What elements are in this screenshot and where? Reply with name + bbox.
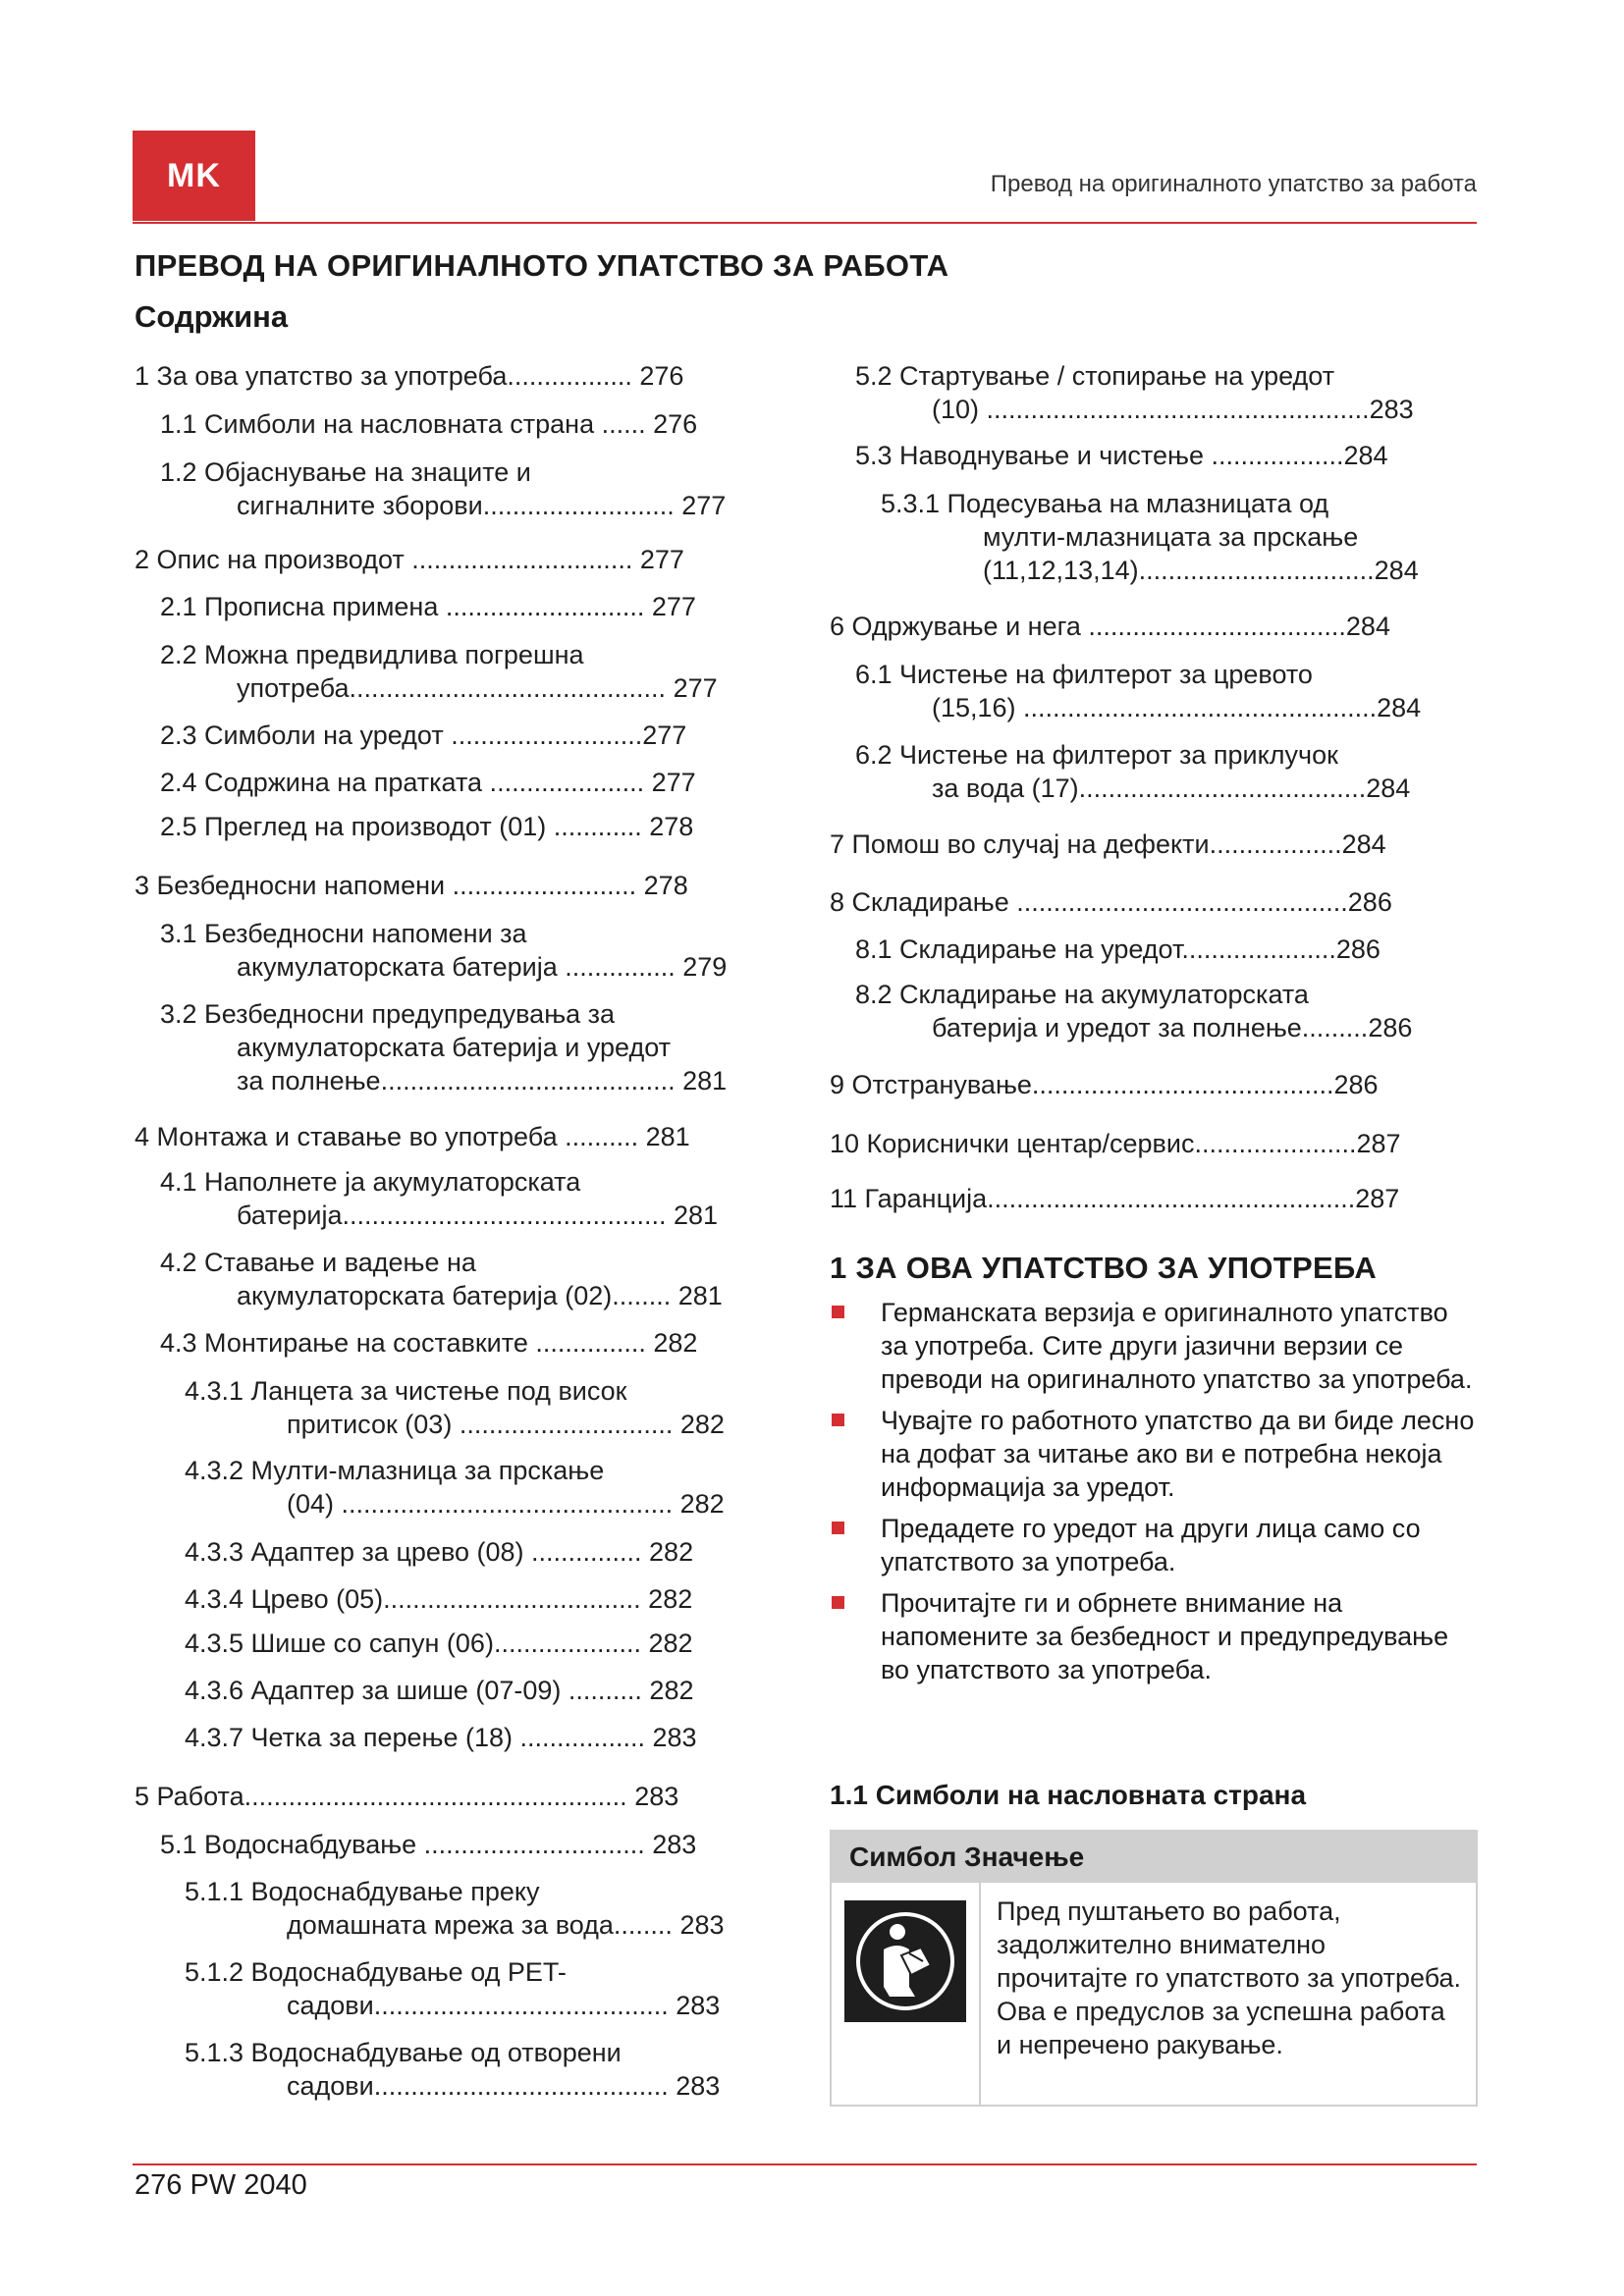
document-title: ПРЕВОД НА ОРИГИНАЛНОТО УПАТСТВО ЗА РАБОТА [135,248,949,283]
toc-entry[interactable]: 4.3.5 Шише со сапун (06).................... 282 [185,1629,693,1658]
toc-entry[interactable]: 5.1.1 Водоснабдување преку домашната мрежа за вода........ 283 [185,1877,725,1940]
toc-entry[interactable]: 2.2 Можна предвидлива погрешна употреба........................................... 277 [160,640,718,703]
toc-entry[interactable]: 2.3 Симболи на уредот ..........................277 [160,721,687,750]
toc-entry[interactable]: 7 Помош во случај на дефекти..................284 [830,829,1386,859]
bullet-square-icon [832,1306,844,1318]
symbol-table-row [832,1883,1476,2105]
toc-entry[interactable]: 5.3 Наводнување и чистење ..................284 [855,441,1388,470]
toc-entry[interactable]: 11 Гаранција..................................................287 [830,1184,1400,1213]
bullet-item: Предадете го уредот на други лица само со упатството за употреба. [830,1512,1478,1578]
toc-entry[interactable]: 4.3.1 Ланцета за чистење под висок притисок (03) ............................. 282 [185,1376,725,1439]
toc-entry[interactable]: 4.3.2 Мулти-млазница за прскање (04) ............................................. 282 [185,1456,725,1519]
bullet-item: Прочитајте ги и обрнете внимание на напомените за безбедност и предупредување во упатството за употреба. [830,1586,1478,1686]
toc-entry[interactable]: 4.3.7 Четка за перење (18) ................. 283 [185,1723,697,1752]
toc-entry[interactable]: 5.3.1 Подесувања на млазницата од мулти-млазницата за прскање (11,12,13,14)................................284 [881,489,1419,585]
toc-entry[interactable]: 10 Кориснички центар/сервис......................287 [830,1129,1401,1158]
bullet-square-icon [832,1414,844,1426]
toc-entry[interactable]: 5 Работа.................................................... 283 [135,1782,679,1811]
toc-entry[interactable]: 4.3.4 Црево (05)................................... 282 [185,1584,693,1614]
section-1-1-heading: 1.1 Симболи на насловната страна [830,1780,1307,1810]
toc-entry[interactable]: 5.1.2 Водоснабдување од PET- садови........................................ 283 [185,1957,721,2020]
toc-entry[interactable]: 6.1 Чистење на филтерот за цревото (15,16) ................................................284 [855,660,1422,722]
symbol-meaning: Пред пуштањето во работа, задолжително внимателно прочитајте го упатството за употреба. Ова е предуслов за успешна работа и непречено ракување. [997,1896,1462,2059]
toc-entry[interactable]: 2 Опис на производот .............................. 277 [135,545,684,574]
section-1-bullet-list [830,1296,1478,1694]
toc-entry[interactable]: 8 Складирање .............................................286 [830,887,1392,917]
toc-entry[interactable]: 1.1 Симболи на насловната страна ...... 276 [160,409,698,439]
bullet-square-icon [832,1596,844,1609]
toc-entry[interactable]: 4.3.3 Адаптер за црево (08) ............... 282 [185,1537,694,1567]
toc-entry[interactable]: 6 Одржување и нега ...................................284 [830,612,1390,641]
toc-entry[interactable]: 8.1 Складирање на уредот.....................286 [855,934,1380,964]
toc-entry[interactable]: 4 Монтажа и ставање во употреба .......... 281 [135,1122,690,1151]
symbol-table-header: Симбол Значење [832,1832,1476,1883]
toc-entry[interactable]: 1.2 Објаснување на знаците и сигналните зборови.......................... 277 [160,457,727,520]
bullet-item: Чувајте го работното упатство да ви биде лесно на дофат за читање ако ви е потребна некоја информација за уредот. [830,1404,1478,1504]
toc-entry[interactable]: 4.2 Ставање и вадење на акумулаторската батерија (02)........ 281 [160,1248,723,1310]
page-footer: 276 PW 2040 [135,2169,307,2201]
toc-entry[interactable]: 8.2 Складирање на акумулаторската батерија и уредот за полнење.........286 [855,980,1413,1042]
toc-entry[interactable]: 4.3 Монтирање на составките ............... 282 [160,1328,698,1358]
header-divider [133,222,1477,224]
toc-entry[interactable]: 3 Безбедносни напомени ......................... 278 [135,871,688,900]
toc-entry[interactable]: 2.5 Преглед на производот (01) ............ 278 [160,812,694,841]
toc-entry[interactable]: 5.2 Стартување / стопирање на уредот (10) ....................................................283 [855,361,1414,424]
language-tab: MK [133,131,255,221]
toc-entry[interactable]: 2.4 Содржина на пратката ..................... 277 [160,768,696,797]
toc-entry[interactable]: 5.1 Водоснабдување .............................. 283 [160,1830,697,1859]
toc-entry[interactable]: 3.2 Безбедносни предупредувања за акумулаторската батерија и уредот за полнење........................................ 281 [160,999,728,1095]
toc-entry[interactable]: 5.1.3 Водоснабдување од отворени садови........................................ 283 [185,2038,721,2101]
toc-entry[interactable]: 4.3.6 Адаптер за шише (07-09) .......... 282 [185,1676,694,1705]
toc-entry[interactable]: 2.1 Прописна примена ........................... 277 [160,592,696,621]
bullet-item: Германската верзија е оригиналното упатство за употреба. Сите други јазични верзии се преводи на оригиналното упатство за употреба. [830,1296,1478,1396]
symbol-table [830,1830,1478,2107]
symbol-cell [832,1883,981,2105]
toc-heading: Содржина [135,299,289,334]
section-1-heading: 1 ЗА ОВА УПАТСТВО ЗА УПОТРЕБА [830,1251,1378,1285]
toc-entry[interactable]: 3.1 Безбедносни напомени за акумулаторската батерија ............... 279 [160,919,728,982]
running-title: Превод на оригиналното упатство за работа [990,171,1477,197]
footer-divider [133,2163,1477,2165]
toc-entry[interactable]: 1 За ова упатство за употреба................. 276 [135,361,684,391]
read-manual-icon [844,1900,966,2022]
bullet-square-icon [832,1522,844,1534]
toc-entry[interactable]: 6.2 Чистење на филтерот за приклучок за вода (17).......................................284 [855,740,1411,803]
toc-entry[interactable]: 9 Отстранување.........................................286 [830,1070,1379,1099]
toc-entry[interactable]: 4.1 Наполнете ја акумулаторската батерија............................................ 281 [160,1167,719,1230]
